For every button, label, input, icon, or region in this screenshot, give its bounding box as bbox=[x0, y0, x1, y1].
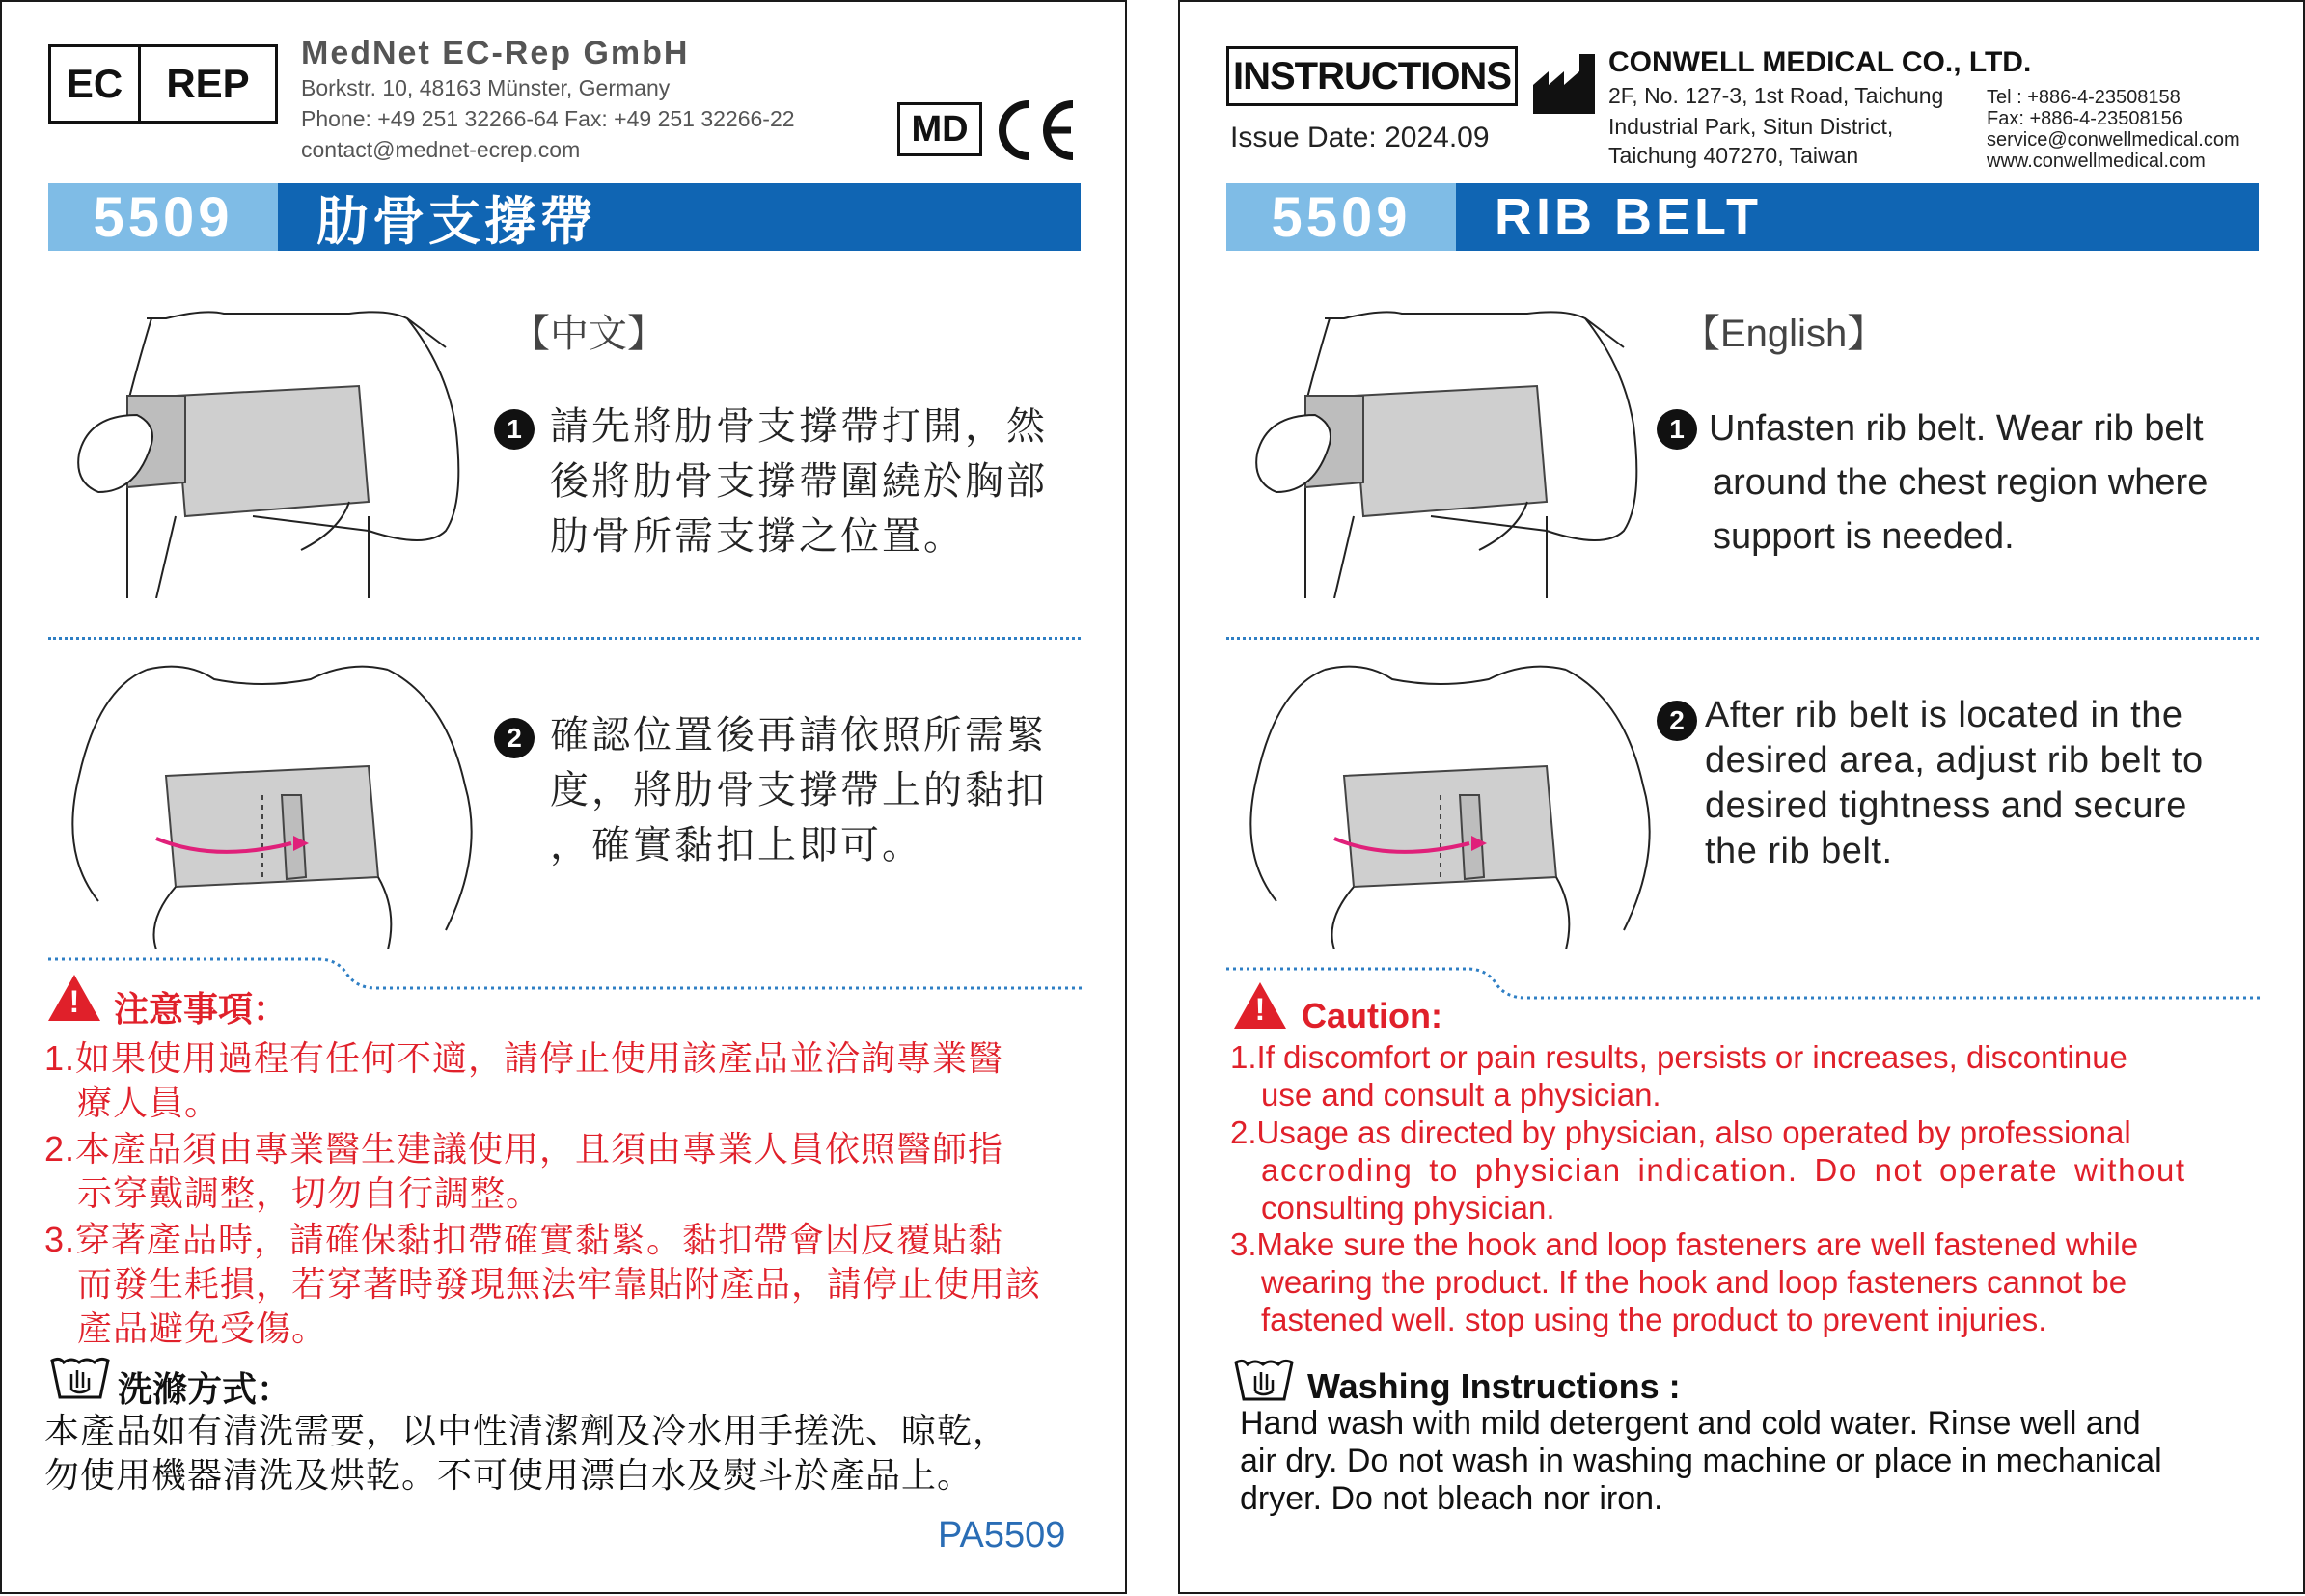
step-1-text bbox=[550, 399, 1048, 564]
caution-item-1 bbox=[1230, 1038, 2263, 1114]
washing-text bbox=[1240, 1405, 2282, 1518]
caution-line: 3.穿著產品時，請確保黏扣帶確實黏緊。黏扣帶會因反覆貼黏 bbox=[44, 1220, 1004, 1259]
washing-text bbox=[44, 1409, 1106, 1498]
contact-website: www.conwellmedical.com bbox=[1987, 151, 2206, 172]
caution-line: 而發生耗損，若穿著時發現無法牢靠貼附產品，請停止使用該 bbox=[77, 1264, 1042, 1304]
rep-label: REP bbox=[166, 61, 250, 106]
caution-title: Caution: bbox=[1302, 996, 1442, 1035]
caution-item-2 bbox=[1230, 1114, 2263, 1226]
step-2-number: 2 bbox=[1657, 701, 1697, 741]
step-2-text bbox=[1705, 693, 2204, 874]
contact-tel: Tel : +886-4-23508158 bbox=[1987, 87, 2181, 108]
step-2-number: 2 bbox=[494, 718, 535, 758]
step-1-number: 1 bbox=[494, 409, 535, 450]
caution-title: 注意事項： bbox=[114, 989, 288, 1029]
step-2-line: ，確實黏扣上即可。 bbox=[550, 824, 923, 867]
wearing-step-1-illustration bbox=[60, 309, 484, 598]
caution-item-1 bbox=[44, 1036, 1096, 1125]
wearing-step-2-illustration bbox=[41, 660, 494, 949]
step-2-line: desired area, adjust rib belt to bbox=[1705, 740, 2204, 781]
part-number: PA5509 bbox=[938, 1515, 1066, 1555]
caution-item-3 bbox=[1230, 1225, 2263, 1338]
ec-label: EC bbox=[51, 47, 141, 121]
company-name: CONWELL MEDICAL CO., LTD. bbox=[1608, 46, 2032, 78]
caution-line: consulting physician. bbox=[1261, 1190, 1555, 1225]
step-2-line: 確認位置後再請依照所需緊 bbox=[550, 714, 1048, 757]
washing-line: Hand wash with mild detergent and cold water. Rinse well and bbox=[1240, 1405, 2141, 1442]
eu-representative-address: Borkstr. 10, 48163 Münster, Germany bbox=[301, 75, 671, 100]
step-2-line: 度，將肋骨支撐帶上的黏扣 bbox=[550, 769, 1048, 812]
step-2-line: After rib belt is located in the bbox=[1705, 695, 2183, 735]
contact-fax: Fax: +886-4-23508156 bbox=[1987, 108, 2182, 129]
issue-date: Issue Date: 2024.09 bbox=[1230, 122, 1490, 153]
caution-line: 產品避免受傷。 bbox=[77, 1308, 328, 1348]
step-2-line: desired tightness and secure bbox=[1705, 785, 2187, 826]
washing-title: 洗滌方式： bbox=[118, 1369, 292, 1409]
warning-triangle-icon: ! bbox=[48, 975, 100, 1021]
step-2-line: the rib belt. bbox=[1705, 831, 1893, 871]
step-1-line: support is needed. bbox=[1713, 516, 2015, 557]
product-title-bar bbox=[1226, 183, 2259, 251]
caution-line: 2.本產品須由專業醫生建議使用，且須由專業人員依照醫師指 bbox=[44, 1129, 1004, 1169]
caution-line: use and consult a physician. bbox=[1261, 1077, 1661, 1113]
language-label: 【English】 bbox=[1682, 313, 1886, 355]
step-2-text bbox=[550, 708, 1048, 873]
english-instruction-panel bbox=[1178, 0, 2305, 1594]
company-address-line: 2F, No. 127-3, 1st Road, Taichung bbox=[1608, 83, 1944, 108]
product-code: 5509 bbox=[1226, 183, 1456, 251]
warning-triangle-icon: ! bbox=[1234, 982, 1286, 1029]
product-title-bar bbox=[48, 183, 1081, 251]
wearing-step-1-illustration bbox=[1238, 309, 1662, 598]
step-1-number: 1 bbox=[1657, 409, 1697, 450]
section-divider bbox=[1226, 637, 2259, 640]
washing-line: dryer. Do not bleach nor iron. bbox=[1240, 1480, 1663, 1517]
product-name: RIB BELT bbox=[1456, 183, 2259, 251]
hand-wash-icon bbox=[50, 1355, 110, 1401]
caution-line: 3.Make sure the hook and loop fasteners are well fastened while bbox=[1230, 1226, 2139, 1262]
company-address-line: Taichung 407270, Taiwan bbox=[1608, 143, 1859, 168]
ec-rep-symbol bbox=[48, 44, 278, 124]
step-1-line: around the chest region where bbox=[1713, 462, 2209, 503]
product-name: 肋骨支撐帶 bbox=[278, 183, 1081, 251]
washing-title: Washing Instructions : bbox=[1307, 1366, 1681, 1406]
manufacturer-icon bbox=[1531, 50, 1601, 116]
wearing-step-2-illustration bbox=[1219, 660, 1672, 949]
hand-wash-icon bbox=[1234, 1357, 1294, 1403]
caution-item-3 bbox=[44, 1218, 1096, 1351]
chinese-instruction-panel bbox=[0, 0, 1127, 1594]
caution-item-2 bbox=[44, 1127, 1096, 1216]
washing-line: 本產品如有清洗需要，以中性清潔劑及冷水用手搓洗、晾乾， bbox=[44, 1411, 1009, 1450]
company-contact bbox=[1987, 87, 2240, 172]
caution-line: accroding to physician indication. Do not operate without bbox=[1261, 1152, 2186, 1188]
step-1-line: 請先將肋骨支撐帶打開，然 bbox=[550, 405, 1048, 448]
washing-line: air dry. Do not wash in washing machine or place in mechanical bbox=[1240, 1443, 2162, 1479]
instructions-label: INSTRUCTIONS bbox=[1226, 46, 1518, 106]
product-code: 5509 bbox=[48, 183, 278, 251]
eu-representative-email: contact@mednet-ecrep.com bbox=[301, 137, 581, 162]
step-1-line: Unfasten rib belt. Wear rib belt bbox=[1709, 408, 2204, 449]
step-1-line: 肋骨所需支撐之位置。 bbox=[550, 515, 965, 558]
eu-representative-phone: Phone: +49 251 32266-64 Fax: +49 251 32266-22 bbox=[301, 106, 795, 131]
step-1-text bbox=[1709, 401, 2208, 564]
language-label: 【中文】 bbox=[511, 313, 666, 355]
caution-line: 示穿戴調整，切勿自行調整。 bbox=[77, 1173, 542, 1213]
contact-email: service@conwellmedical.com bbox=[1987, 129, 2240, 151]
step-1-line: 後將肋骨支撐帶圍繞於胸部 bbox=[550, 460, 1048, 503]
caution-line: fastened well. stop using the product to prevent injuries. bbox=[1261, 1302, 2047, 1337]
md-mark: MD bbox=[897, 102, 982, 156]
company-address-line: Industrial Park, Situn District, bbox=[1608, 114, 1894, 139]
caution-line: 2.Usage as directed by physician, also operated by professional bbox=[1230, 1114, 2131, 1150]
caution-line: wearing the product. If the hook and loop fasteners cannot be bbox=[1261, 1264, 2127, 1300]
caution-line: 1.如果使用過程有任何不適，請停止使用該產品並洽詢專業醫 bbox=[44, 1038, 1004, 1078]
section-divider bbox=[48, 637, 1081, 640]
caution-line: 1.If discomfort or pain results, persists or increases, discontinue bbox=[1230, 1039, 2127, 1075]
washing-line: 勿使用機器清洗及烘乾。不可使用漂白水及熨斗於產品上。 bbox=[44, 1455, 974, 1495]
eu-representative-name: MedNet EC-Rep GmbH bbox=[301, 35, 690, 71]
ce-mark-icon bbox=[990, 98, 1079, 162]
caution-line: 療人員。 bbox=[77, 1083, 221, 1122]
